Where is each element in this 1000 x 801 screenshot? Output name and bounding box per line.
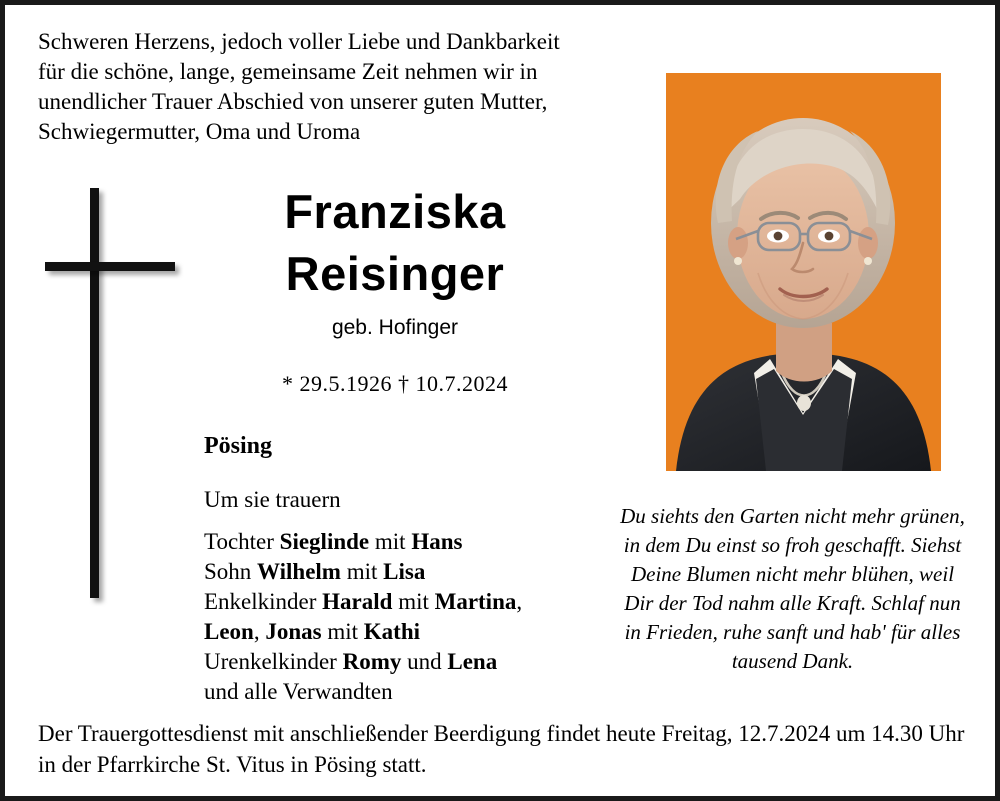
maiden-name: geb. Hofinger bbox=[331, 316, 459, 339]
service-details: Der Trauergottesdienst mit anschließender Beerdigung findet heute Freitag, 12.7.2024 um 14.30 Uhr in der Pfarrkirche St. Vitus in Pösing statt. bbox=[38, 721, 965, 777]
cross-horizontal-bar bbox=[45, 262, 175, 271]
intro-line-3: unendlicher Trauer Abschied von unserer guten Mutter, bbox=[38, 89, 548, 114]
name-block bbox=[185, 181, 605, 397]
place-name: Pösing bbox=[204, 433, 273, 459]
intro-line-4: Schwiegermutter, Oma und Uroma bbox=[38, 119, 361, 144]
mourners-line: Sohn Wilhelm mit Lisa bbox=[204, 559, 426, 584]
mourners-block bbox=[204, 485, 604, 707]
cross-vertical-bar bbox=[90, 188, 99, 598]
intro-line-1: Schweren Herzens, jedoch voller Liebe und Dankbarkeit bbox=[38, 29, 560, 54]
mourners-line: Enkelkinder Harald mit Martina, bbox=[204, 589, 523, 614]
memorial-poem: Du siehts den Garten nicht mehr grünen, in dem Du einst so froh geschafft. Siehst Deine Blumen nicht mehr blühen, weil Dir der Tod nahm alle Kraft. Schlaf nun in Frieden, ruhe sanft und hab' für alles tausend Dank. bbox=[620, 504, 965, 673]
mourners-line: Tochter Sieglinde mit Hans bbox=[204, 529, 463, 554]
intro-text bbox=[38, 27, 638, 147]
mourners-line: Leon, Jonas mit Kathi bbox=[204, 619, 420, 644]
first-name: Franziska bbox=[284, 185, 506, 238]
portrait-photo bbox=[666, 73, 941, 471]
last-name: Reisinger bbox=[285, 247, 505, 300]
portrait-illustration bbox=[666, 73, 941, 471]
mourners-line: und alle Verwandten bbox=[204, 679, 393, 704]
cross-icon bbox=[45, 188, 175, 608]
intro-line-2: für die schöne, lange, gemeinsame Zeit nehmen wir in bbox=[38, 59, 538, 84]
life-dates: * 29.5.1926 † 10.7.2024 bbox=[282, 371, 508, 396]
mourners-lead: Um sie trauern bbox=[204, 487, 341, 512]
mourners-line: Urenkelkinder Romy und Lena bbox=[204, 649, 498, 674]
